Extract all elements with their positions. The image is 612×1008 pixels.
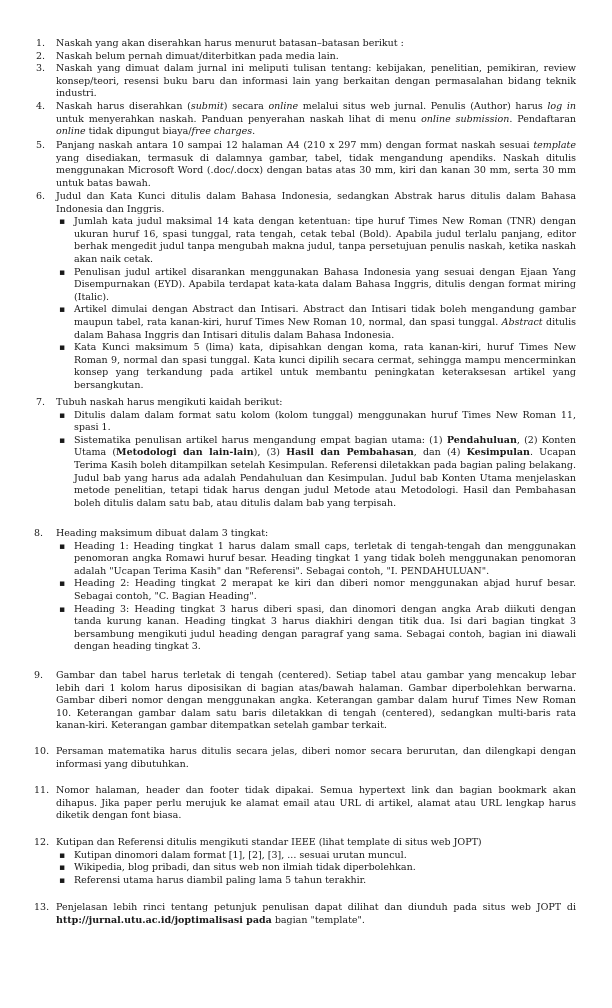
list-item (34, 837, 576, 887)
list-item (36, 38, 576, 51)
list-item (34, 746, 576, 771)
list-item (36, 191, 577, 393)
list-item (36, 101, 577, 139)
item-number: 4. (36, 101, 46, 112)
bullet-item: ▪ Kutipan dinomori dalam format [1], [2], [3], ... sesuai urutan muncul. (56, 850, 576, 863)
list-item (36, 397, 576, 510)
bullet-item: ▪ Sistematika penulisan artikel harus mengandung empat bagian utama: (1) Pendahuluan, (2) Konten Utama (Metodologi dan lain-lain), (3) Hasil dan Pembahasan, dan (4) Kesimpulan. Ucapan Terima Kasih boleh ditampilkan setelah Kesimpulan. Referensi diletakkan pada bagian paling belakang. Judul bab yang harus ada adalah Pendahuluan dan Kesimpulan. Judul bab Konten Utama menjelaskan metode penelitian, tetapi tidak harus dengan judul Metode atau Metodologi. Hasil dan Pembahasan boleh ditulis dalam satu bab, atau ditulis dalam bab yang terpisah. (56, 435, 576, 511)
item-number: 8. (34, 528, 44, 539)
item-number: 1. (36, 38, 46, 49)
bullet-item: ▪ Jumlah kata judul maksimal 14 kata dengan ketentuan: tipe huruf Times New Roman (TNR) dengan ukuran huruf 16, spasi tunggal, rata tengah, cetak tebal (Bold). Apabila judul terlalu panjang, editor berhak mengedit judul tanpa mengubah makna judul, tanpa persetujuan penulis naskah, ketika naskah akan naik cetak. (56, 216, 576, 266)
item-number: 3. (36, 63, 46, 74)
list-item (34, 528, 576, 654)
bullet-item: ▪ Artikel dimulai dengan Abstract dan Intisari. Abstract dan Intisari tidak boleh mengandung gambar maupun tabel, rata kanan-kiri, huruf Times New Roman 10, normal, dan spasi tunggal. Abstract ditulis dalam Bahasa Inggris dan Intisari ditulis dalam Bahasa Indonesia. (56, 304, 576, 342)
item-text: Nomor halaman, header dan footer tidak dipakai. Semua hypertext link dan bagian bookmark akan dihapus. Jika paper perlu merujuk ke alamat email atau URL di artikel, alamat atau URL lengkap harus diketik dengan font biasa. (56, 785, 576, 822)
item-text: Persaman matematika harus ditulis secara jelas, diberi nomor secara berurutan, dan dilengkapi dengan informasi yang dibutuhkan. (56, 746, 576, 770)
item-text: Kutipan dan Referensi ditulis mengikuti standar IEEE (lihat template di situs web JOPT) (56, 837, 482, 848)
item-text: Panjang naskah antara 10 sampai 12 halaman A4 (210 x 297 mm) dengan format naskah sesuai template yang disediakan, termasuk di dalamnya gambar, tabel, tidak mengandung apendiks. Naskah ditulis menggunakan Microsoft Word (.doc/.docx) dengan batas atas 30 mm, kiri dan kanan 30 mm, serta 30 mm untuk batas bawah. (56, 140, 576, 189)
item-number: 6. (36, 191, 46, 202)
item-text: Tubuh naskah harus mengikuti kaidah berikut: (56, 397, 283, 408)
list-item (34, 785, 576, 823)
item-text: Naskah yang dimuat dalam jurnal ini meliputi tulisan tentang: kebijakan, penelitian, pemikiran, review konsep/teori, resensi buku baru dan informasi lain yang berkaitan dengan permasalahan bidang teknik industri. (56, 63, 576, 100)
list-item (36, 140, 576, 190)
item-number: 5. (36, 140, 46, 151)
bullet-item: ▪ Heading 3: Heading tingkat 3 harus diberi spasi, dan dinomori dengan angka Arab diikuti dengan tanda kurung kanan. Heading tingkat 3 harus diakhiri dengan titik dua. Isi dari bagian tingkat 3 bersambung mengikuti judul heading dengan paragraf yang sama. Sebagai contoh, bagian ini diawali dengan heading tingkat 3. (56, 604, 576, 654)
bullet-item: ▪ Referensi utama harus diambil paling lama 5 tahun terakhir. (56, 875, 576, 888)
bullet-item: ▪ Penulisan judul artikel disarankan menggunakan Bahasa Indonesia yang sesuai dengan Ejaan Yang Disempurnakan (EYD). Apabila terdapat kata-kata dalam Bahasa Inggris, ditulis dengan format miring (Italic). (56, 267, 576, 305)
item-number: 9. (34, 670, 44, 681)
bullet-item: ▪ Heading 2: Heading tingkat 2 merapat ke kiri dan diberi nomor menggunakan abjad huruf besar. Sebagai contoh, "C. Bagian Heading". (56, 578, 576, 603)
bullet-item: ▪ Ditulis dalam dalam format satu kolom (kolom tunggal) menggunakan huruf Times New Roman 11, spasi 1. (56, 410, 576, 435)
item-number: 12. (34, 837, 50, 848)
item-text: Naskah belum pernah dimuat/diterbitkan pada media lain. (56, 51, 339, 62)
item-text: Gambar dan tabel harus terletak di tengah (centered). Setiap tabel atau gambar yang mencakup lebar lebih dari 1 kolom harus diposisikan di bagian atas/bawah halaman. Gambar diperbolehkan berwarna. Gambar diberi nomor dengan menggunakan angka. Keterangan gambar dalam huruf Times New Roman 10. Keterangan gambar dalam satu baris diletakkan di tengah (centered), sedangkan multi-baris rata kanan-kiri. Keterangan gambar ditempatkan setelah gambar terkait. (56, 670, 576, 732)
item-number: 11. (34, 785, 50, 796)
item-number: 13. (34, 902, 50, 913)
item-number: 2. (36, 51, 46, 62)
list-item (34, 670, 576, 733)
bullet-item: ▪ Wikipedia, blog pribadi, dan situs web non ilmiah tidak diperbolehkan. (56, 862, 576, 875)
item-text: Judul dan Kata Kunci ditulis dalam Bahasa Indonesia, sedangkan Abstrak harus ditulis dalam Bahasa Indonesia dan Inggris. (56, 191, 576, 215)
item-number: 7. (36, 397, 46, 408)
item-text: Naskah yang akan diserahkan harus menurut batasan–batasan berikut : (56, 38, 404, 49)
bullet-item: ▪ Kata Kunci maksimum 5 (lima) kata, dipisahkan dengan koma, rata kanan-kiri, huruf Times New Roman 9, normal dan spasi tunggal. Kata kunci dipilih secara cermat, sehingga mampu mencerminkan konsep yang terkandung pada artikel untuk membantu peningkatan keteraksesan artikel yang bersangkutan. (56, 342, 576, 392)
item-text: Naskah harus diserahkan (submit) secara online melalui situs web jurnal. Penulis (Author) harus log in untuk menyerahkan naskah. Panduan penyerahan naskah lihat di menu online submission. Pendaftaran online tidak dipungut biaya/free charges. (56, 101, 577, 138)
item-text: Heading maksimum dibuat dalam 3 tingkat: (56, 528, 269, 539)
item-number: 10. (34, 746, 50, 757)
list-item (36, 51, 576, 64)
list-item (34, 902, 576, 927)
bullet-item: ▪ Heading 1: Heading tingkat 1 harus dalam small caps, terletak di tengah-tengah dan menggunakan penomoran angka Romawi huruf besar. Heading tingkat 1 yang tidak boleh menggunakan penomoran adalah "Ucapan Terima Kasih" dan "Referensi". Sebagai contoh, "I. PENDAHULUAN". (56, 541, 576, 579)
list-item (36, 63, 576, 101)
item-text: Penjelasan lebih rinci tentang petunjuk penulisan dapat dilihat dan diunduh pada situs web JOPT di http://jurnal.utu.ac.id/joptimalisasi pada bagian "template". (56, 902, 576, 926)
